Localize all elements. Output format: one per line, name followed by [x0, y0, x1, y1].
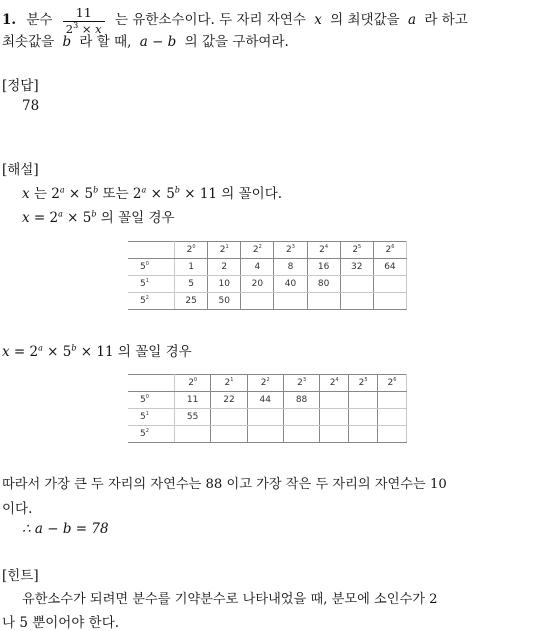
table-row: $5^2$ — [128, 426, 407, 443]
fraction-denominator: $2^3 \times x$ — [65, 20, 102, 36]
var-x: x — [314, 12, 322, 28]
solution-line-2: $x = 2^a \times 5^b$ 의 꼴일 경우 — [22, 209, 175, 226]
conclusion-line-2: 이다. — [2, 501, 33, 517]
var-b: b — [62, 34, 72, 50]
question-text-end: 라 하고 — [424, 12, 468, 28]
hint-line-1: 유한소수가 되려면 분수를 기약분수로 나타내었을 때, 분모에 소인수가 2 — [22, 592, 438, 607]
question-line-2: 최솟값을 b 라 할 때, a − b 의 값을 구하여라. — [2, 34, 289, 50]
solution-line-3: $x = 2^a \times 5^b \times 11$ 의 꼴일 경우 — [2, 343, 192, 360]
solution-header: [해설] — [2, 162, 39, 178]
conclusion-line-1: 따라서 가장 큰 두 자리의 자연수는 88 이고 가장 작은 두 자리의 자연수는 10 — [2, 477, 447, 492]
hint-header: [힌트] — [2, 568, 39, 584]
table-powers — [128, 241, 407, 310]
table-row: $5^1$ 5 10 20 40 80 — [128, 276, 407, 293]
fraction-numerator: 11 — [63, 5, 105, 22]
question-text-post: 는 유한소수이다. 두 자리 자연수 — [114, 12, 306, 28]
table-row: $5^1$ 55 — [128, 409, 407, 426]
var-a: a — [407, 12, 417, 28]
table-row: $5^2$ 25 50 — [128, 293, 407, 310]
question-number: 1. — [2, 12, 17, 28]
final-result: ∴ a − b = 78 — [22, 521, 109, 537]
answer-header: [정답] — [2, 78, 39, 94]
question-text-pre: 분수 — [26, 12, 53, 28]
answer-value: 78 — [22, 98, 40, 114]
solution-line-1: x 는 $2^a \times 5^b$ 또는 $2^a \times 5^b \times 11$ 의 꼴이다. — [22, 185, 283, 202]
table-row: $5^0$ 1 2 4 8 16 32 64 — [128, 259, 407, 276]
question-text-mid: 의 최댓값을 — [330, 12, 400, 28]
table-header-row: $2^0$ $2^1$ $2^2$ $2^3$ $2^4$ $2^5$ $2^6$ — [128, 375, 407, 392]
hint-line-2: 나 5 뿐이어야 한다. — [2, 615, 120, 631]
table-powers-times-11 — [128, 374, 407, 443]
table-row: $5^0$ 11 22 44 88 — [128, 392, 407, 409]
table-header-row: $2^0$ $2^1$ $2^2$ $2^3$ $2^4$ $2^5$ $2^6$ — [128, 242, 407, 259]
expr-a-minus-b: a − b — [139, 34, 177, 50]
